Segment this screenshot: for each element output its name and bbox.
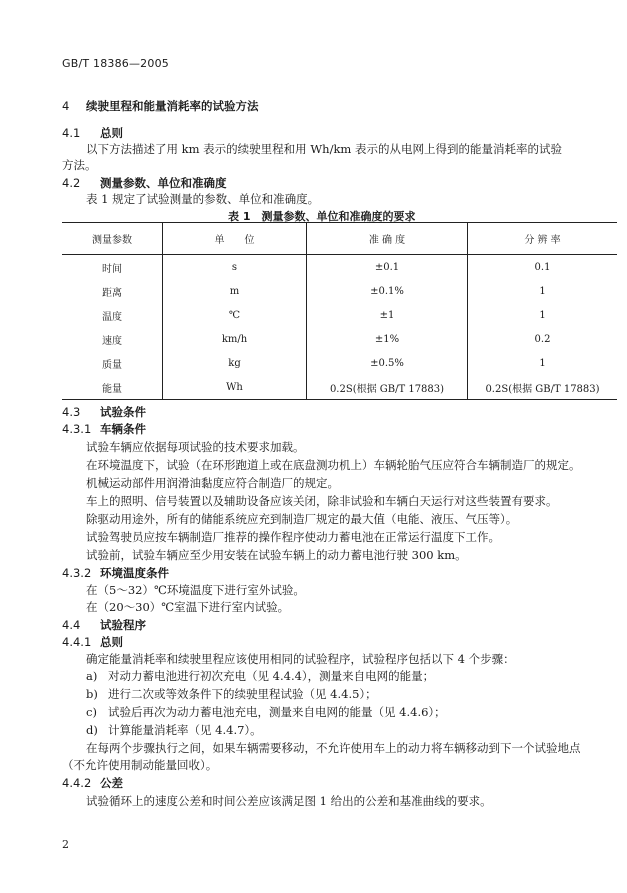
table-row: [62, 351, 617, 375]
table-header-cell: 单 位: [163, 223, 307, 255]
paragraph: （不允许使用制动能量回收）。: [62, 758, 218, 772]
paragraph: 确定能量消耗率和续驶里程应该使用相同的试验程序，试验程序包括以下 4 个步骤：: [86, 652, 515, 666]
paragraph: 车上的照明、信号装置以及辅助设备应该关闭，除非试验和车辆白天运行对这些装置有要求。: [86, 494, 558, 508]
table-cell: 1: [468, 303, 618, 327]
table-header-cell: 测量参数: [62, 223, 163, 255]
section-4-4-heading: [62, 617, 146, 633]
table-cell: s: [163, 255, 307, 280]
section-title: 试验程序: [100, 618, 146, 632]
table-cell: Wh: [163, 375, 307, 400]
list-marker: a): [86, 669, 98, 683]
table-cell: 0.2S(根据 GB/T 17883): [307, 375, 468, 400]
list-text: 进行二次或等效条件下的续驶里程试验（见 4.4.5）；: [108, 687, 377, 701]
table-cell: 0.2S(根据 GB/T 17883): [468, 375, 618, 400]
table-cell: 距离: [62, 279, 163, 303]
section-number: 4.4: [62, 618, 81, 632]
section-number: 4.4.2: [62, 776, 92, 790]
table-cell: ±1%: [307, 327, 468, 351]
section-title: 公差: [100, 776, 123, 790]
paragraph: 除驱动用途外，所有的储能系统应充到制造厂规定的最大值（电能、液压、气压等）。: [86, 512, 518, 526]
table-header-cell: 分 辨 率: [468, 223, 618, 255]
table-row: [62, 303, 617, 327]
list-item: [86, 686, 377, 702]
table-cell: ±0.5%: [307, 351, 468, 375]
section-title: 总则: [100, 635, 123, 649]
section-title: 环境温度条件: [100, 566, 169, 580]
standard-code: GB/T 18386—2005: [62, 57, 169, 70]
paragraph: 试验循环上的速度公差和时间公差应该满足图 1 给出的公差和基准曲线的要求。: [86, 794, 492, 808]
table-cell: 0.1: [468, 255, 618, 280]
list-marker: b): [86, 687, 98, 701]
paragraph: 在环境温度下，试验（在环形跑道上或在底盘测功机上）车辆轮胎气压应符合车辆制造厂的规定。: [86, 458, 581, 472]
list-text: 对动力蓄电池进行初次充电（见 4.4.4），测量来自电网的能量；: [108, 669, 435, 683]
table-cell: ℃: [163, 303, 307, 327]
table-row: [62, 279, 617, 303]
page-number: 2: [62, 838, 69, 851]
section-number: 4.3: [62, 405, 81, 419]
list-marker: d): [86, 723, 98, 737]
table-cell: 速度: [62, 327, 163, 351]
section-4-2-heading: [62, 175, 227, 191]
list-item: [86, 668, 434, 684]
table-row: [62, 327, 617, 351]
paragraph: 试验前，试验车辆应至少用安装在试验车辆上的动力蓄电池行驶 300 km。: [86, 548, 467, 562]
table-cell: ±0.1%: [307, 279, 468, 303]
paragraph: 以下方法描述了用 km 表示的续驶里程和用 Wh/km 表示的从电网上得到的能量消耗率的试验: [86, 142, 562, 156]
table-cell: ±0.1: [307, 255, 468, 280]
section-title: 测量参数、单位和准确度: [100, 176, 227, 190]
list-text: 试验后再次为动力蓄电池充电，测量来自电网的能量（见 4.4.6）；: [108, 705, 446, 719]
paragraph: 试验驾驶员应按车辆制造厂推荐的操作程序使动力蓄电池在正常运行温度下工作。: [86, 530, 500, 544]
table-cell: 时间: [62, 255, 163, 280]
section-number: 4: [62, 99, 70, 113]
section-4-4-1-heading: [62, 634, 123, 650]
list-marker: c): [86, 705, 97, 719]
table-cell: 质量: [62, 351, 163, 375]
table-cell: 1: [468, 351, 618, 375]
section-4-3-1-heading: [62, 421, 146, 437]
paragraph: 在（20～30）℃室温下进行室内试验。: [86, 600, 290, 614]
table-title: 表 1 测量参数、单位和准确度的要求: [228, 210, 416, 223]
section-number: 4.1: [62, 126, 81, 140]
paragraph: 试验车辆应依据每项试验的技术要求加载。: [86, 440, 305, 454]
section-4-3-2-heading: [62, 565, 169, 581]
list-text: 计算能量消耗率（见 4.4.7）。: [108, 723, 262, 737]
section-4-1-heading: [62, 125, 123, 141]
table-cell: 1: [468, 279, 618, 303]
table-header-cell: 准 确 度: [307, 223, 468, 255]
table-cell: m: [163, 279, 307, 303]
table-cell: kg: [163, 351, 307, 375]
table-cell: 能量: [62, 375, 163, 400]
list-item: [86, 722, 262, 738]
paragraph: 在（5～32）℃环境温度下进行室外试验。: [86, 583, 305, 597]
section-number: 4.4.1: [62, 635, 92, 649]
section-4-4-2-heading: [62, 775, 123, 791]
table-cell: ±1: [307, 303, 468, 327]
paragraph: 机械运动部件用润滑油黏度应符合制造厂的规定。: [86, 476, 339, 490]
paragraph: 表 1 规定了试验测量的参数、单位和准确度。: [86, 192, 320, 206]
parameters-table: [62, 222, 617, 400]
table-cell: 0.2: [468, 327, 618, 351]
section-4-heading: [62, 98, 259, 114]
table-header-row: [62, 223, 617, 255]
section-title: 车辆条件: [100, 422, 146, 436]
table-cell: 温度: [62, 303, 163, 327]
paragraph: 方法。: [62, 158, 97, 172]
table-cell: km/h: [163, 327, 307, 351]
section-4-3-heading: [62, 404, 146, 420]
list-item: [86, 704, 446, 720]
section-title: 总则: [100, 126, 123, 140]
table-row: [62, 255, 617, 280]
section-number: 4.3.2: [62, 566, 92, 580]
paragraph: 在每两个步骤执行之间，如果车辆需要移动，不允许使用车上的动力将车辆移动到下一个试验地点: [86, 741, 581, 755]
section-title: 续驶里程和能量消耗率的试验方法: [86, 99, 259, 113]
section-number: 4.2: [62, 176, 81, 190]
section-title: 试验条件: [100, 405, 146, 419]
section-number: 4.3.1: [62, 422, 92, 436]
table-row: [62, 375, 617, 400]
